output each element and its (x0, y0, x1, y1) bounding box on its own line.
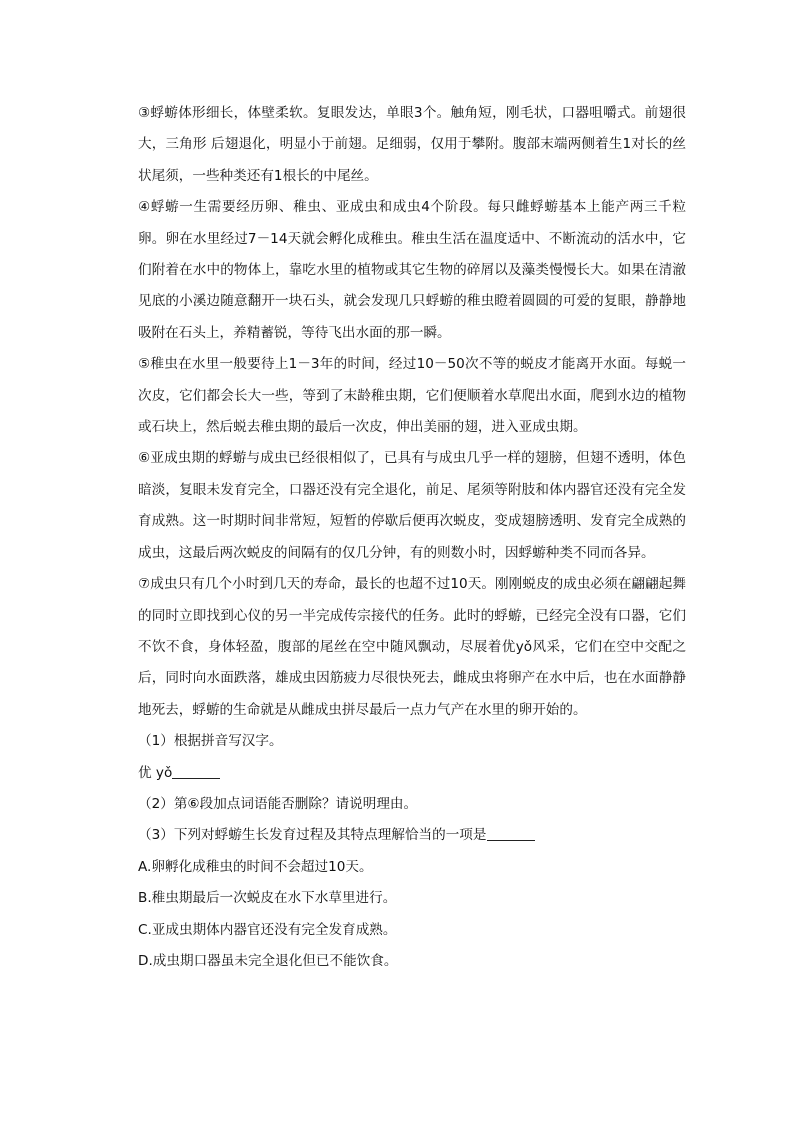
reading-passage (138, 98, 686, 977)
paragraph-7: ⑦成虫只有几个小时到几天的寿命，最长的也超不过10天。刚刚蜕皮的成虫必须在翩翩起舞的同时立即找到心仪的另一半完成传宗接代的任务。此时的蜉蝣，已经完全没有口器，它们不饮不食，身体轻盈，腹部的尾丝在空中随风飘动，尽展着优yǒ风采，它们在空中交配之后，同时向水面跌落，雄成虫因筋疲力尽很快死去，雌成虫将卵产在水中后，也在水面静静地死去，蜉蝣的生命就是从雌成虫拼尽最后一点力气产在水里的卵开始的。 (138, 576, 686, 718)
question-1: （1）根据拼音写汉字。 (138, 733, 283, 750)
paragraph-4: ④蜉蝣一生需要经历卵、稚虫、亚成虫和成虫4个阶段。每只雌蜉蝣基本上能产两三千粒卵。卵在水里经过7－14天就会孵化成稚虫。稚虫生活在温度适中、不断流动的活水中，它们附着在水中的物体上，靠吃水里的植物或其它生物的碎屑以及藻类慢慢长大。如果在清澈见底的小溪边随意翻开一块石头，就会发现几只蜉蝣的稚虫瞪着圆圆的可爱的复眼，静静地吸附在石头上，养精蓄锐，等待飞出水面的那一瞬。 (138, 199, 686, 341)
option-c: C.亚成虫期体内器官还没有完全发育成熟。 (138, 921, 397, 938)
option-d: D.成虫期口器虽未完全退化但已不能饮食。 (138, 952, 398, 969)
paragraph-5: ⑤稚虫在水里一般要待上1－3年的时间，经过10－50次不等的蜕皮才能离开水面。每蜕一次皮，它们都会长大一些，等到了末龄稚虫期，它们便顺着水草爬出水面，爬到水边的植物或石块上，然后蜕去稚虫期的最后一次皮，伸出美丽的翅，进入亚成虫期。 (138, 356, 686, 436)
paragraph-6: ⑥亚成虫期的蜉蝣与成虫已经很相似了，已具有与成虫几乎一样的翅膀，但翅不透明，体色暗淡，复眼未发育完全，口器还没有完全退化，前足、尾须等附肢和体内器官还没有完全发育成熟。这一时期时间非常短，短暂的停歇后便再次蜕皮，变成翅膀透明、发育完全成熟的成虫，这最后两次蜕皮的间隔有的仅几分钟，有的则数小时，因蜉蝣种类不同而各异。 (138, 450, 686, 561)
paragraph-3: ③蜉蝣体形细长，体壁柔软。复眼发达，单眼3个。触角短，刚毛状，口器咀嚼式。前翅很大，三角形 后翅退化，明显小于前翅。足细弱，仅用于攀附。腹部末端两侧着生1对长的丝状尾须，一些种类还有1根长的中尾丝。 (138, 105, 686, 184)
option-a: A.卵孵化成稚虫的时间不会超过10天。 (138, 858, 373, 875)
question-1-item (138, 758, 686, 789)
answer-blank-3 (487, 826, 535, 841)
question-2: （2）第⑥段加点词语能否删除？请说明理由。 (138, 795, 418, 812)
option-b: B.稚虫期最后一次蜕皮在水下水草里进行。 (138, 890, 397, 907)
answer-blank-1 (172, 764, 220, 779)
question-1-pinyin: 优 yǒ (138, 764, 173, 781)
question-3 (138, 820, 686, 851)
question-3-text: （3）下列对蜉蝣生长发育过程及其特点理解恰当的一项是 (138, 827, 487, 844)
